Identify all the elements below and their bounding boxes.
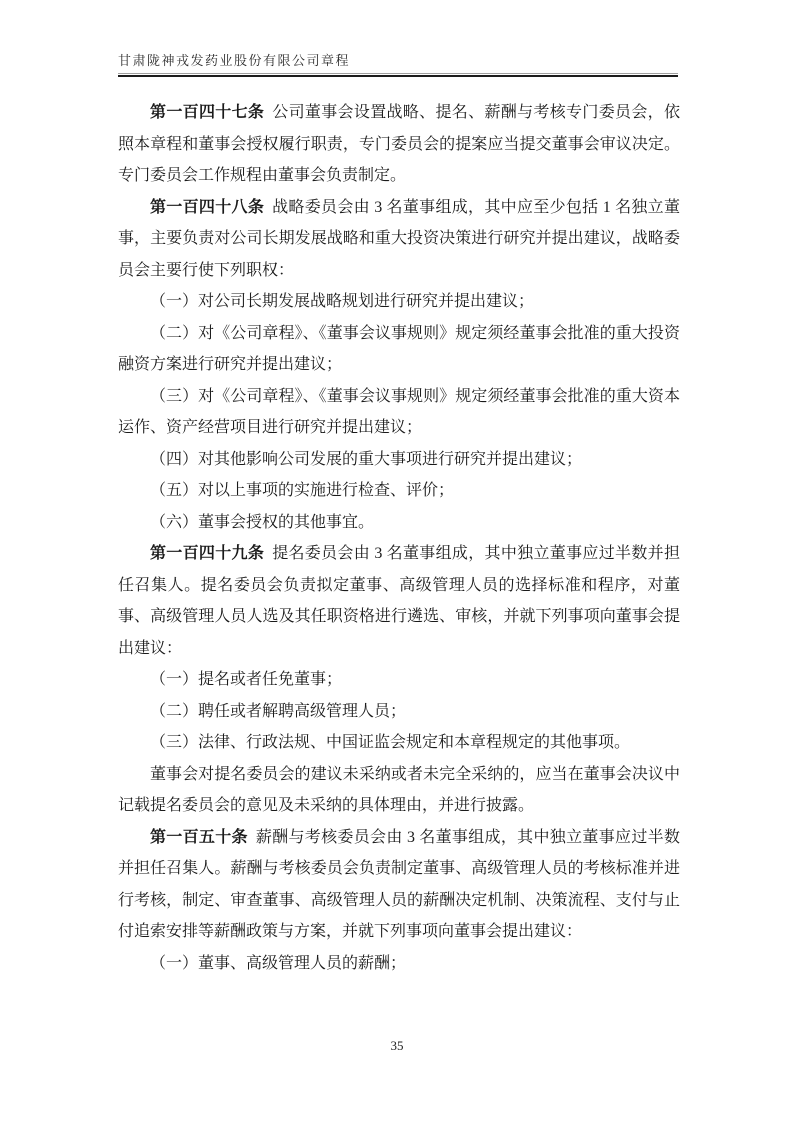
article-148-item-1: （一）对公司长期发展战略规划进行研究并提出建议；: [150, 293, 535, 310]
article-147-text: 公司董事会设置战略、提名、薪酬与考核专门委员会，依照本章程和董事会授权履行职责，专门委员会的提案应当提交董事会审议决定。专门委员会工作规程由董事会负责制定。: [118, 104, 680, 184]
article-149-text: 提名委员会由 3 名董事组成，其中独立董事应过半数并担任召集人。提名委员会负责拟定董事、高级管理人员的选择标准和程序，对董事、高级管理人员人选及其任职资格进行遴选、审核，并就下列事项向董事会提出建议：: [118, 545, 680, 657]
article-147: [118, 97, 680, 192]
article-148-item-3: （三）对《公司章程》、《董事会议事规则》规定须经董事会批准的重大资本运作、资产经营项目进行研究并提出建议；: [118, 387, 680, 436]
article-148-number: 第一百四十八条: [150, 198, 265, 216]
article-149-item-1: （一）提名或者任免董事；: [150, 671, 343, 688]
article-149: [118, 538, 680, 664]
article-149-item-2: （二）聘任或者解聘高级管理人员；: [150, 702, 407, 720]
header-rule-thin: [118, 73, 678, 74]
document-body: [118, 97, 680, 979]
header-rule-thick: [118, 75, 678, 77]
article-148-item-6: （六）董事会授权的其他事宜。: [150, 513, 375, 531]
header-title: 甘肃陇神戎发药业股份有限公司章程: [118, 53, 351, 68]
article-148: [118, 192, 680, 287]
page-footer: [0, 1038, 794, 1054]
page-number: 35: [390, 1038, 404, 1053]
article-148-item-4: （四）对其他影响公司发展的重大事项进行研究并提出建议；: [150, 450, 583, 468]
article-150-item-1: （一）董事、高级管理人员的薪酬；: [150, 954, 407, 972]
article-150-text: 薪酬与考核委员会由 3 名董事组成，其中独立董事应过半数并担任召集人。薪酬与考核委员会负责制定董事、高级管理人员的考核标准并进行考核，制定、审查董事、高级管理人员的薪酬决定机制、决策流程、支付与止付追索安排等薪酬政策与方案，并就下列事项向董事会提出建议：: [118, 828, 680, 940]
article-149-number: 第一百四十九条: [150, 545, 265, 562]
article-149-item-3: （三）法律、行政法规、中国证监会规定和本章程规定的其他事项。: [150, 734, 631, 751]
article-147-number: 第一百四十七条: [150, 104, 265, 121]
article-150: [118, 822, 680, 948]
article-148-item-5: （五）对以上事项的实施进行检查、评价；: [150, 482, 455, 499]
article-150-number: 第一百五十条: [150, 828, 248, 846]
article-148-item-2: （二）对《公司章程》、《董事会议事规则》规定须经董事会批准的重大投资融资方案进行研究并提出建议；: [118, 324, 680, 373]
page-header: [118, 50, 678, 77]
article-148-text: 战略委员会由 3 名董事组成，其中应至少包括 1 名独立董事，主要负责对公司长期发展战略和重大投资决策进行研究并提出建议，战略委员会主要行使下列职权：: [118, 198, 680, 279]
article-149-note: 董事会对提名委员会的建议未采纳或者未完全采纳的，应当在董事会决议中记载提名委员会的意见及未采纳的具体理由，并进行披露。: [118, 765, 680, 814]
